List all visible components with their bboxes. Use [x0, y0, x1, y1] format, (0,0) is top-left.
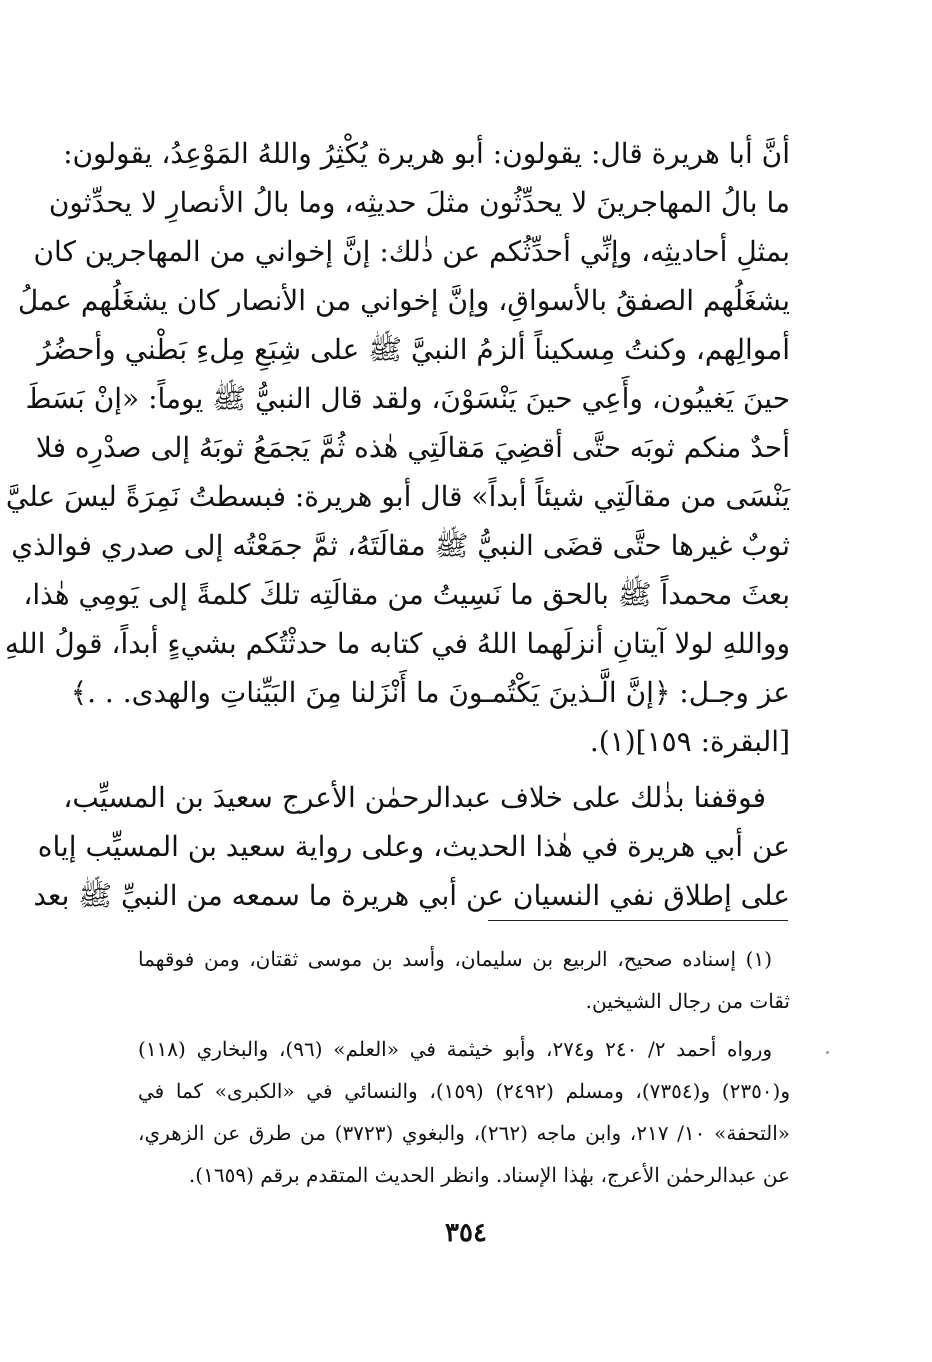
text-line: أموالِهم، وكنتُ مِسكيناً ألزمُ النبيَّ ﷺ على شِبَعِ مِلءِ بَطْني وأحضُرُ [37, 333, 790, 366]
footnote-line: ثقات من رجال الشيخين. [585, 989, 790, 1013]
footnote-separator [488, 920, 788, 921]
text-line: [البقرة: ١٥٩](١). [589, 725, 790, 758]
footnote-line: ورواه أحمد ٢/ ٢٤٠ و٢٧٤، وأبو خيثمة في «العلم» (٩٦)، والبخاري (١١٨) [138, 1037, 773, 1061]
text-line: أحدٌ منكم ثوبَه حتَّى أقضِيَ مَقالَتِي هٰذه ثُمَّ يَجمَعُ ثوبَهُ إلى صدْرِه فلا [35, 431, 790, 464]
footnote-line: (١) إسناده صحيح، الربيع بن سليمان، وأسد بن موسى ثقتان، ومن فوقهما [138, 947, 772, 971]
text-line: فوقفنا بذٰلك على خلاف عبدالرحمٰن الأعرج سعيدَ بن المسيِّب، [63, 781, 766, 814]
text-line: حينَ يَغيبُون، وأَعِي حينَ يَنْسَوْنَ، ولقد قال النبيُّ ﷺ يوماً: «إنْ بَسَطَ [25, 382, 790, 415]
text-line: بمثلِ أحاديثِه، وإنِّي أحدِّثُكم عن ذٰلك: إنَّ إخواني من المهاجرين كان [33, 235, 790, 268]
page-number: ٣٥٤ [445, 1218, 487, 1248]
text-line: على إطلاق نفي النسيان عن أبي هريرة ما سمعه من النبيِّ ﷺ بعد [33, 879, 790, 912]
text-line: ما بالُ المهاجرينَ لا يحدِّثُون مثلَ حديثِه، وما بالُ الأنصارِ لا يحدِّثون [48, 186, 790, 219]
text-line: يشغَلُهم الصفقُ بالأسواقِ، وإنَّ إخواني من الأنصار كان يشغَلُهم عملُ [17, 284, 790, 317]
footnote-line: و(٢٣٥٠) و(٧٣٥٤)، ومسلم (٢٤٩٢) (١٥٩)، والنسائي في «الكبرى» كما في [138, 1079, 791, 1103]
footnote-line: عن عبدالرحمٰن الأعرج، بهٰذا الإسناد. وانظر الحديث المتقدم برقم (١٦٥٩). [188, 1163, 790, 1187]
footnote-line: «التحفة» ١٠/ ٢١٧، وابن ماجه (٢٦٢)، والبغوي (٣٧٢٣) من طرق عن الزهري، [138, 1121, 790, 1145]
text-line: بعثَ محمداً ﷺ بالحق ما نَسِيتُ من مقالَتِه تلكَ كلمةً إلى يَومِي هٰذا، [23, 578, 790, 611]
text-line: وواللهِ لولا آيتانِ أنزلَهما اللهُ في كتابه ما حدثْتُكم بشيءٍ أبداً، قولُ اللهِ [4, 627, 790, 660]
text-line: عز وجـل: ﴿إنَّ الَّـذينَ يَكْتُمـونَ ما أَنْزَلنا مِنَ البَيِّناتِ والهدى. . .﴾ [70, 676, 790, 709]
text-line: أنَّ أبا هريرة قال: يقولون: أبو هريرة يُكْثِرُ واللهُ المَوْعِدُ، يقولون: [63, 137, 790, 170]
text-line: ثوبٌ غيرها حتَّى قضَى النبيُّ ﷺ مقالَتَهُ، ثمَّ جمَعْتُه إلى صدري فوالذي [11, 529, 790, 562]
text-line: عن أبي هريرة في هٰذا الحديث، وعلى رواية سعيد بن المسيِّب إياه [37, 830, 790, 863]
text-line: يَنْسَى من مقالَتِي شيئاً أبداً» قال أبو هريرة: فبسطتُ نَمِرَةً ليسَ عليَّ [5, 480, 790, 513]
scan-speck [826, 1051, 829, 1054]
